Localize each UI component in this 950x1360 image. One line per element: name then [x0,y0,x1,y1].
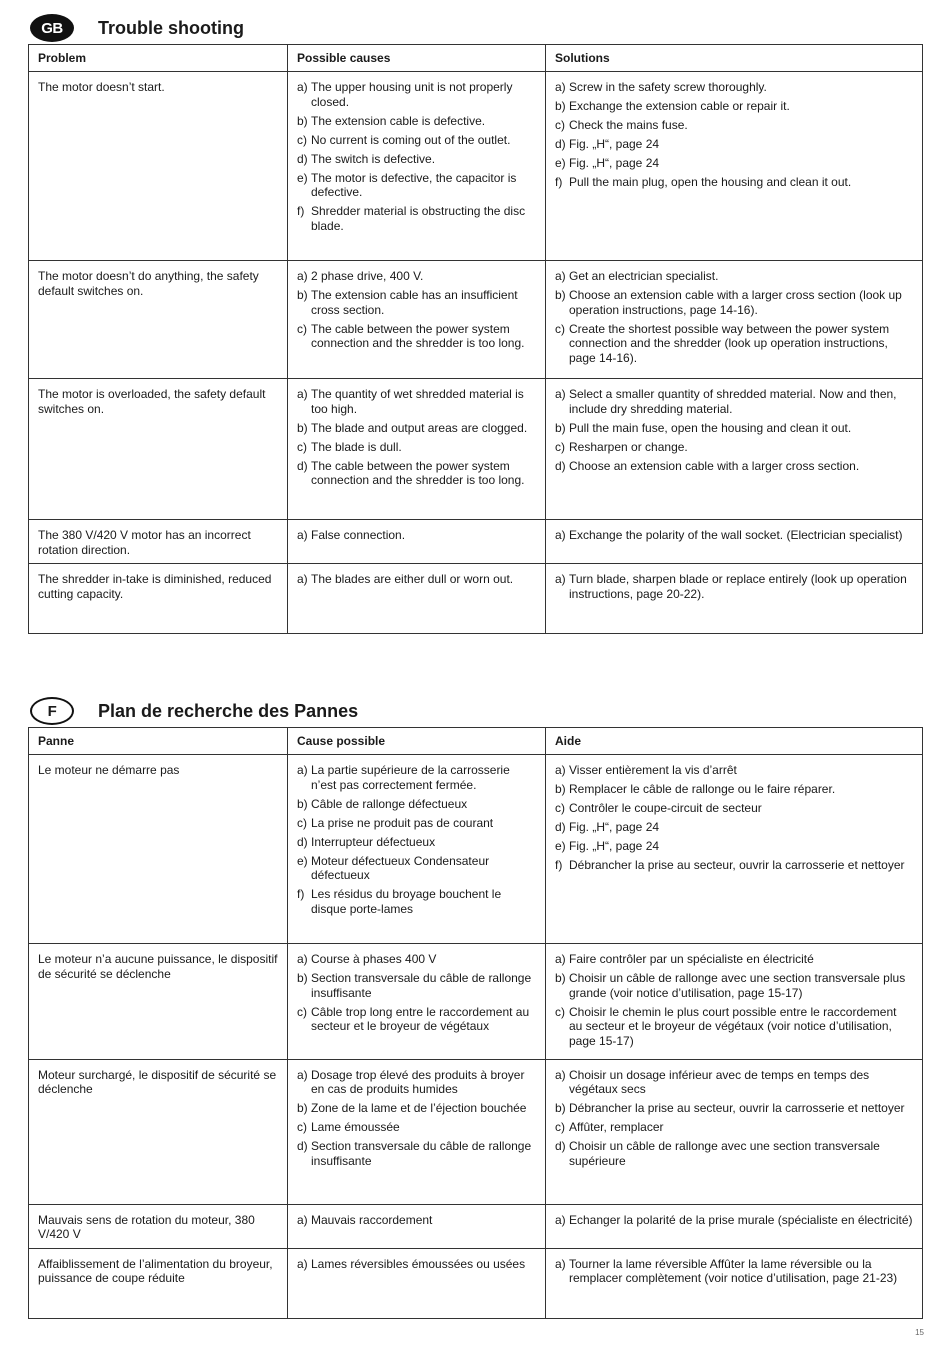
list-item [297,269,536,284]
fr.rows.2.solutions-list [555,1068,913,1169]
gb-section-title: Trouble shooting [98,18,244,38]
item-text: Fig. „H“, page 24 [569,820,660,834]
gb.rows.1.causes-list [297,269,536,351]
item-text: Check the mains fuse. [569,118,688,132]
item-letter: b) [297,971,308,985]
item-letter: a) [297,952,308,966]
fr.rows.4.solutions-list [555,1257,913,1286]
gb.rows.0.solutions-list [555,80,913,190]
causes-cell [288,72,546,261]
list-item [555,459,913,474]
column-header-causes: Possible causes [288,45,546,72]
list-item [555,421,913,436]
item-text: Choisir un dosage inférieur avec de temps en temps des végétaux secs [569,1067,870,1096]
item-text: Contrôler le coupe-circuit de secteur [569,801,762,815]
table-row [29,755,923,944]
solutions-cell [546,520,923,564]
item-text: Echanger la polarité de la prise murale (spécialiste en électricité) [569,1212,913,1227]
solutions-cell [546,379,923,520]
item-text: Dosage trop élevé des produits à broyer en cas de produits humides [311,1067,525,1096]
item-text: Moteur défectueux Condensateur défectueux [311,853,490,882]
item-letter: e) [555,156,566,170]
item-letter: d) [555,137,566,151]
item-letter: a) [297,572,308,586]
causes-cell [288,520,546,564]
column-header-problem: Problem [29,45,288,72]
item-letter: a) [555,1067,566,1082]
problem-cell: Le moteur n’a aucune puissance, le dispositif de sécurité se déclenche [29,944,288,1060]
problem-cell: The motor doesn’t start. [29,72,288,261]
gb.rows.1.solutions-list [555,269,913,365]
item-text: Interrupteur défectueux [311,834,436,849]
item-letter: b) [555,288,566,302]
list-item [297,288,536,317]
item-text: Pull the main fuse, open the housing and clean it out. [569,420,852,435]
item-letter: a) [297,269,308,283]
fr.rows.3.solutions-list [555,1213,913,1228]
list-item [297,1068,536,1097]
column-header-solutions: Solutions [546,45,923,72]
item-letter: f) [297,887,305,901]
fr-section-title: Plan de recherche des Pannes [98,701,359,721]
item-letter: a) [297,763,308,777]
gb.rows.3.causes-list [297,528,536,543]
gb.rows.2.causes-list [297,387,536,488]
fr-language-badge: F [30,697,74,725]
fr.rows.4.causes-list [297,1257,536,1272]
list-item [297,572,536,587]
item-letter: e) [555,839,566,853]
list-item [555,118,913,133]
item-letter: a) [297,387,308,401]
gb-language-badge: GB [30,14,74,42]
item-text: Fig. „H“, page 24 [569,156,660,170]
problem-cell: Le moteur ne démarre pas [29,755,288,944]
causes-cell [288,379,546,520]
fr-section-header [28,687,922,727]
list-item [297,763,536,792]
item-text: Section transversale du câble de rallonge insuffisante [311,971,532,1000]
problem-cell: The 380 V/420 V motor has an incorrect rotation direction. [29,520,288,564]
list-item [555,528,913,543]
item-letter: d) [297,834,308,849]
list-item [555,99,913,114]
item-letter: a) [555,763,566,777]
item-text: Fig. „H“, page 24 [569,137,660,151]
list-item [297,421,536,436]
item-letter: a) [297,1212,308,1227]
fr.rows.1.solutions-list [555,952,913,1048]
list-item [297,80,536,109]
list-item [297,133,536,148]
list-item [297,797,536,812]
item-letter: b) [297,796,308,811]
item-letter: a) [555,1256,566,1271]
item-letter: c) [297,815,307,830]
item-text: Lame émoussée [311,1120,400,1134]
list-item [297,971,536,1000]
item-text: Section transversale du câble de rallonge insuffisante [311,1139,532,1168]
item-text: Les résidus du broyage bouchent le disque porte-lames [311,887,502,916]
table-header-row [29,728,923,755]
list-item [555,322,913,366]
causes-cell [288,261,546,379]
list-item [555,156,913,171]
item-text: Affûter, remplacer [569,1120,664,1134]
item-text: Course à phases 400 V [311,952,437,966]
list-item [555,572,913,601]
list-item [555,801,913,816]
item-text: The quantity of wet shredded material is too high. [311,387,524,416]
list-item [297,152,536,167]
item-letter: a) [297,1067,308,1082]
gb-section [28,4,922,601]
problem-cell: The motor is overloaded, the safety default switches on. [29,379,288,520]
item-text: Zone de la lame et de l’éjection bouchée [311,1101,527,1115]
item-letter: f) [555,175,563,189]
list-item [555,1213,913,1228]
item-text: Pull the main plug, open the housing and clean it out. [569,175,852,189]
item-letter: b) [555,971,566,985]
item-text: Create the shortest possible way between the power system connection and the shredder (look up operation instructions, page 14-16). [569,321,890,365]
list-item [297,459,536,488]
list-item [297,440,536,455]
item-letter: b) [297,420,308,435]
item-text: Câble de rallonge défectueux [311,796,468,811]
list-item [297,1213,536,1228]
table-row [29,1059,923,1204]
item-text: Resharpen or change. [569,439,688,454]
item-letter: b) [297,288,308,302]
list-item [555,137,913,152]
item-text: Choisir un câble de rallonge avec une section transversale supérieure [569,1139,880,1168]
item-text: Lames réversibles émoussées ou usées [311,1256,526,1271]
item-text: Débrancher la prise au secteur, ouvrir la carrosserie et nettoyer [569,858,905,872]
column-header-aide: Aide [546,728,923,755]
item-text: The blade and output areas are clogged. [311,420,528,435]
item-letter: a) [555,528,566,542]
list-item [555,782,913,797]
item-text: La prise ne produit pas de courant [311,815,494,830]
table-header-row [29,45,923,72]
item-letter: a) [555,80,566,94]
item-text: The upper housing unit is not properly closed. [311,80,513,109]
causes-cell [288,564,546,634]
solutions-cell [546,72,923,261]
item-letter: b) [297,1101,308,1115]
item-text: Faire contrôler par un spécialiste en électricité [569,952,814,966]
list-item [555,1139,913,1168]
item-letter: e) [297,853,308,868]
list-item [555,387,913,416]
item-text: Choose an extension cable with a larger cross section. [569,458,860,473]
list-item [555,858,913,873]
table-row [29,564,923,634]
solutions-cell [546,564,923,634]
list-item [297,1257,536,1272]
list-item [555,952,913,967]
item-letter: a) [297,528,308,542]
list-item [297,114,536,129]
problem-cell: Affaiblissement de l’alimentation du broyeur, puissance de coupe réduite [29,1248,288,1318]
item-letter: a) [297,80,308,94]
item-text: The extension cable is defective. [311,113,486,128]
item-letter: f) [297,204,305,218]
item-letter: c) [297,132,307,147]
item-letter: a) [555,269,566,283]
item-text: Turn blade, sharpen blade or replace entirely (look up operation instructions, page 20-22). [569,572,907,601]
item-letter: b) [555,420,566,435]
item-letter: b) [297,113,308,128]
list-item [297,1005,536,1034]
problem-cell: The shredder in-take is diminished, reduced cutting capacity. [29,564,288,634]
table-row [29,1204,923,1248]
list-item [555,971,913,1000]
list-item [555,1120,913,1135]
causes-cell [288,755,546,944]
item-text: The cable between the power system connection and the shredder is too long. [311,321,525,350]
item-text: Choose an extension cable with a larger cross section (look up operation instructions, page 14-16). [569,288,902,317]
item-text: Débrancher la prise au secteur, ouvrir la carrosserie et nettoyer [569,1101,905,1115]
causes-cell [288,1204,546,1248]
list-item [555,80,913,95]
list-item [297,952,536,967]
list-item [297,816,536,831]
item-letter: c) [297,321,307,336]
item-letter: e) [297,170,308,185]
table-row [29,379,923,520]
fr.rows.0.solutions-list [555,763,913,873]
item-letter: a) [555,572,566,586]
item-letter: b) [555,99,566,113]
gb-troubleshooting-table [28,44,923,634]
problem-cell: Moteur surchargé, le dispositif de sécurité se déclenche [29,1059,288,1204]
item-text: Screw in the safety screw thoroughly. [569,80,767,94]
item-letter: c) [555,1120,565,1134]
solutions-cell [546,944,923,1060]
list-item [555,175,913,190]
item-text: The blades are either dull or worn out. [311,572,514,586]
item-text: Select a smaller quantity of shredded material. Now and then, include dry shredding material. [569,387,897,416]
table-row [29,72,923,261]
table-row [29,261,923,379]
item-text: Choisir un câble de rallonge avec une section transversale plus grande (voir notice d’utilisation, page 15-17) [569,971,906,1000]
fr.rows.3.causes-list [297,1213,536,1228]
solutions-cell [546,1059,923,1204]
item-letter: d) [555,1139,566,1153]
column-header-panne: Panne [29,728,288,755]
solutions-cell [546,755,923,944]
gb.rows.4.solutions-list [555,572,913,601]
column-header-cause: Cause possible [288,728,546,755]
item-text: The extension cable has an insufficient cross section. [311,288,518,317]
item-text: The switch is defective. [311,151,436,166]
item-letter: b) [555,782,566,796]
list-item [297,528,536,543]
item-text: Exchange the polarity of the wall socket. (Electrician specialist) [569,528,903,542]
item-letter: a) [297,1256,308,1271]
list-item [555,763,913,778]
causes-cell [288,944,546,1060]
item-text: Choisir le chemin le plus court possible entre le raccordement au secteur et le broyeur de végétaux (voir notice d’utilisation, page 15-17) [569,1004,897,1048]
gb-section-header [28,4,922,44]
list-item [555,288,913,317]
fr.rows.2.causes-list [297,1068,536,1169]
fr-section [28,687,922,1285]
item-letter: c) [555,321,565,336]
item-text: Câble trop long entre le raccordement au secteur et le broyeur de végétaux [311,1004,530,1033]
item-text: Shredder material is obstructing the disc blade. [311,204,526,233]
item-text: The blade is dull. [311,439,402,454]
item-letter: b) [555,1101,566,1115]
problem-cell: The motor doesn’t do anything, the safety default switches on. [29,261,288,379]
item-letter: d) [297,1139,308,1153]
list-item [555,820,913,835]
item-text: Get an electrician specialist. [569,269,719,283]
item-text: Mauvais raccordement [311,1212,433,1227]
list-item [297,1101,536,1116]
gb.rows.2.solutions-list [555,387,913,473]
item-text: No current is coming out of the outlet. [311,132,511,147]
item-letter: a) [555,387,566,401]
item-text: The cable between the power system connection and the shredder is too long. [311,458,525,487]
table-row [29,944,923,1060]
item-letter: d) [555,820,566,834]
item-letter: c) [555,801,565,815]
item-text: La partie supérieure de la carrosserie n’est pas correctement fermée. [311,763,510,792]
item-text: False connection. [311,528,406,542]
list-item [297,854,536,883]
item-letter: d) [555,458,566,473]
list-item [555,1005,913,1049]
list-item [297,835,536,850]
item-letter: c) [297,1004,307,1019]
list-item [555,269,913,284]
gb.rows.4.causes-list [297,572,536,587]
list-item [297,322,536,351]
gb.rows.0.causes-list [297,80,536,233]
table-row [29,520,923,564]
item-letter: c) [555,1004,565,1019]
item-text: Exchange the extension cable or repair it. [569,99,790,113]
solutions-cell [546,261,923,379]
list-item [297,387,536,416]
causes-cell [288,1059,546,1204]
item-letter: c) [555,118,565,132]
item-text: 2 phase drive, 400 V. [311,269,424,283]
list-item [555,839,913,854]
solutions-cell [546,1248,923,1318]
list-item [555,1101,913,1116]
page-number: 15 [915,1328,924,1337]
item-letter: a) [555,1212,566,1227]
list-item [555,440,913,455]
fr-troubleshooting-table [28,727,923,1319]
gb.rows.3.solutions-list [555,528,913,543]
item-text: Visser entièrement la vis d’arrêt [569,763,737,777]
list-item [297,1139,536,1168]
item-text: The motor is defective, the capacitor is defective. [311,170,517,199]
fr.rows.0.causes-list [297,763,536,916]
item-letter: c) [297,1120,307,1134]
list-item [297,171,536,200]
item-letter: c) [555,439,565,454]
fr.rows.1.causes-list [297,952,536,1034]
item-letter: d) [297,151,308,166]
item-letter: a) [555,952,566,966]
item-letter: c) [297,439,307,454]
item-letter: d) [297,458,308,473]
item-text: Fig. „H“, page 24 [569,839,660,853]
problem-cell: Mauvais sens de rotation du moteur, 380 V/420 V [29,1204,288,1248]
list-item [297,887,536,916]
item-letter: f) [555,858,563,872]
causes-cell [288,1248,546,1318]
item-text: Tourner la lame réversible Affûter la lame réversible ou la remplacer complètement (voir notice d’utilisation, page 21-23) [569,1256,898,1285]
item-text: Remplacer le câble de rallonge ou le faire réparer. [569,782,836,796]
list-item [555,1257,913,1286]
table-row [29,1248,923,1318]
solutions-cell [546,1204,923,1248]
list-item [297,1120,536,1135]
list-item [555,1068,913,1097]
list-item [297,204,536,233]
